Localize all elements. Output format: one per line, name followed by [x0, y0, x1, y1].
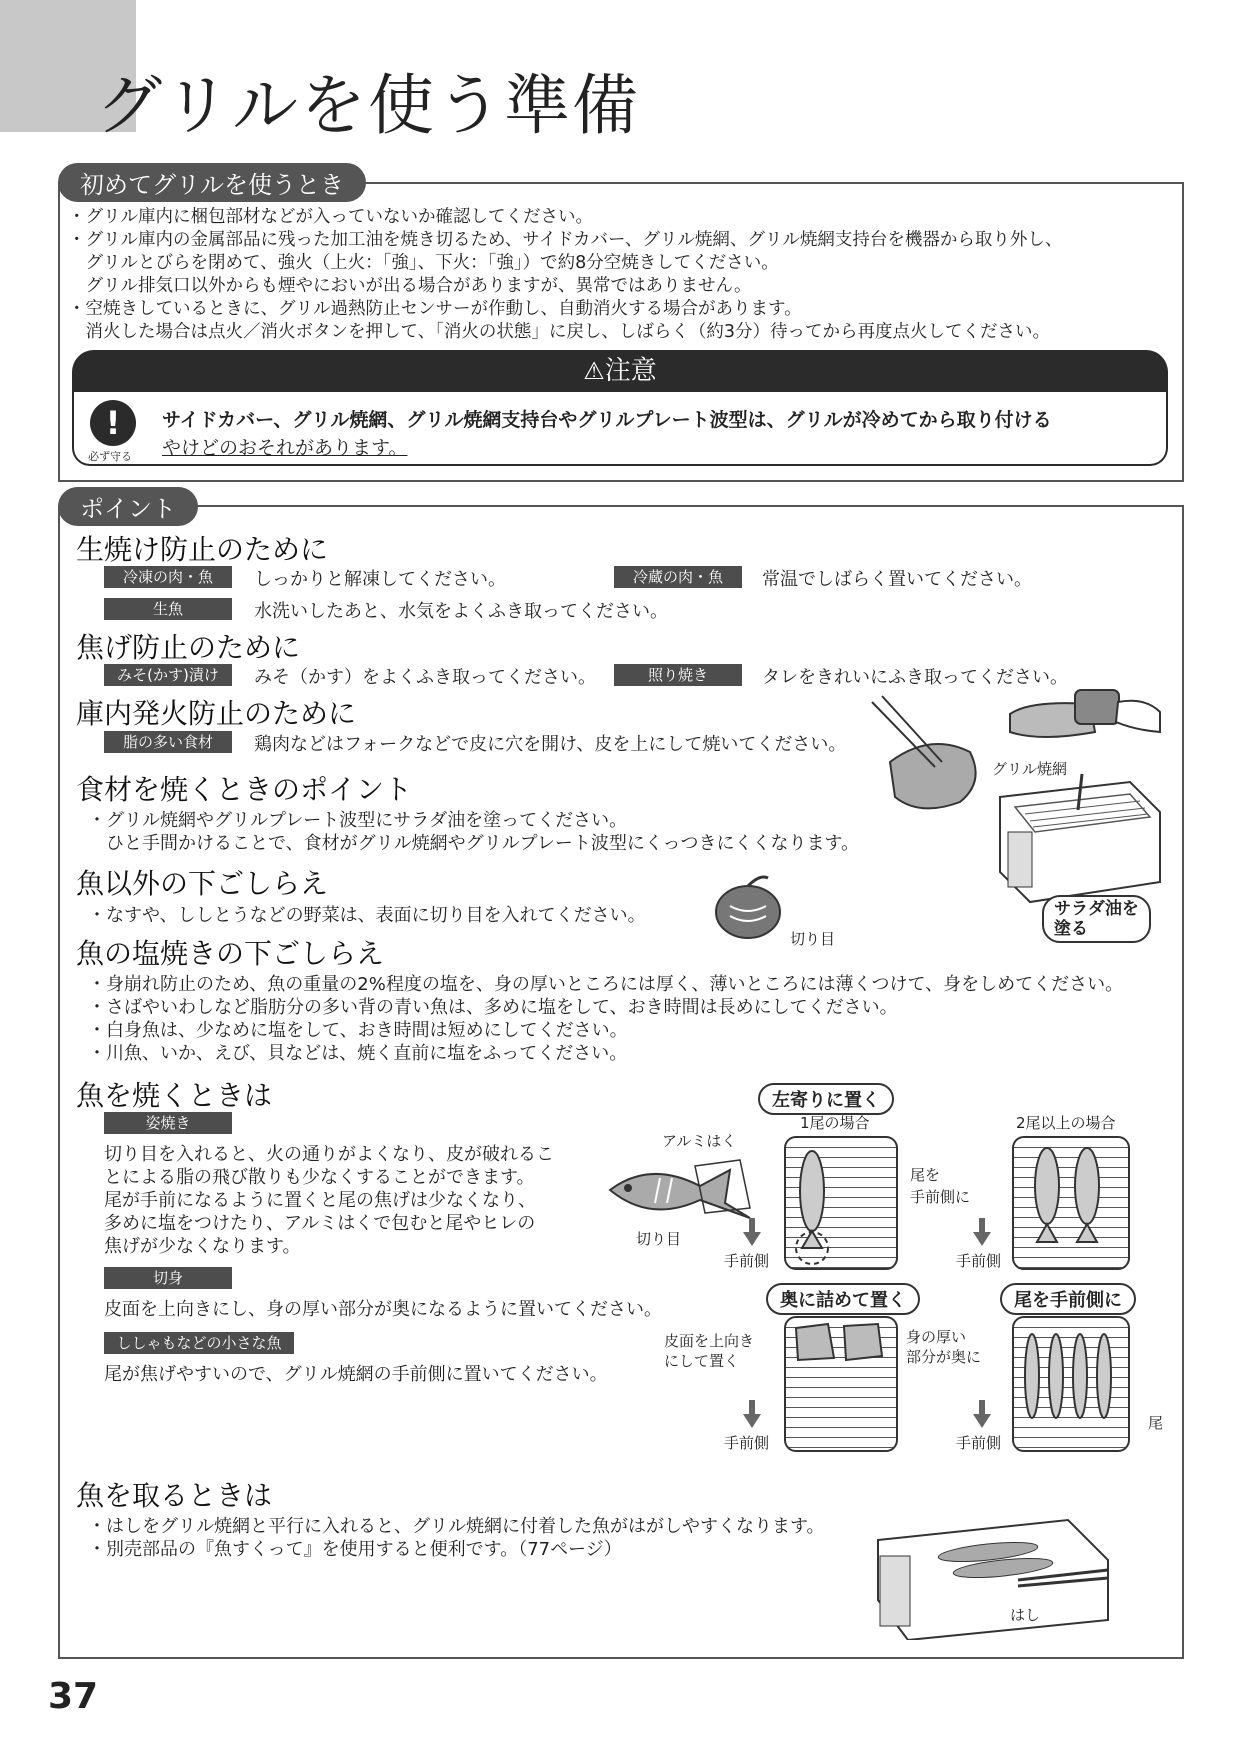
caution-header — [72, 350, 1168, 392]
label-cut-fish: 切り目 — [636, 1230, 682, 1248]
label-foil: アルミはく — [662, 1132, 737, 1150]
tag-raw-fish: 生魚 — [104, 598, 232, 620]
label-grill-net: グリル焼網 — [992, 760, 1068, 778]
label-cut-veg: 切り目 — [790, 930, 836, 948]
first-use-line-2: ・グリル庫内の金属部品に残った加工油を焼き切るため、サイドカバー、グリル焼網、グリル焼網支持台を機器から取り外し、 — [68, 230, 1063, 250]
tag-miso: みそ(かす)漬け — [104, 664, 232, 686]
arrow-front-icon — [749, 1400, 755, 1414]
label-thick-2: 部分が奥に — [906, 1348, 982, 1366]
whole-line-1: 切り目を入れると、火の通りがよくなり、皮が破れるこ — [104, 1144, 554, 1165]
tag-fillet: 切身 — [104, 1267, 232, 1289]
page-title: グリルを使う準備 — [96, 67, 640, 144]
salt-line-1: ・身崩れ防止のため、魚の重量の2%程度の塩を、身の厚いところには厚く、薄いところには薄くつけて、身をしめてください。 — [88, 974, 1124, 995]
whole-line-2: とによる脂の飛び散りも少なくすることができます。 — [104, 1167, 535, 1188]
small-fish-text: 尾が焦げやすいので、グリル焼網の手前側に置いてください。 — [104, 1364, 608, 1385]
cooking-line-1: ・グリル焼網やグリルプレート波型にサラダ油を塗ってください。 — [88, 810, 628, 831]
fire-heading: 庫内発火防止のために — [76, 697, 357, 730]
text-miso: みそ（かす）をよくふき取ってください。 — [254, 667, 596, 688]
whole-line-4: 多めに塩をつけたり、アルミはくで包むと尾やヒレの — [104, 1213, 536, 1234]
salt-line-4: ・川魚、いか、えび、貝などは、焼く直前に塩をふってください。 — [88, 1043, 628, 1064]
label-thick-1: 身の厚い — [906, 1328, 967, 1346]
cooking-heading: 食材を焼くときのポイント — [76, 773, 413, 806]
arrow-front-head-icon — [743, 1232, 761, 1246]
remove-line-1: ・はしをグリル焼網と平行に入れると、グリル焼網に付着した魚がはがしやすくなります。 — [88, 1516, 825, 1537]
caution-sub-text: やけどのおそれがあります。 — [162, 437, 408, 459]
tag-small-fish: ししゃもなどの小さな魚 — [104, 1332, 294, 1354]
pill-back: 奥に詰めて置く — [766, 1283, 920, 1315]
pill-tail: 尾を手前側に — [1000, 1283, 1136, 1315]
page-number: 37 — [48, 1676, 99, 1717]
first-use-line-1: ・グリル庫内に梱包部材などが入っていないか確認してください。 — [68, 207, 593, 227]
fillet-text: 皮面を上向きにし、身の厚い部分が奥になるように置いてください。 — [104, 1299, 662, 1320]
first-use-line-3: グリルとびらを閉めて、強火（上火：「強」、下火：「強」）で約8分空焼きしてください。 — [68, 253, 779, 273]
first-use-line-4: グリル排気口以外からも煙やにおいが出る場合がありますが、異常ではありません。 — [68, 276, 752, 296]
points-tab: ポイント — [58, 487, 198, 526]
text-teriyaki: タレをきれいにふき取ってください。 — [762, 667, 1068, 688]
fish-foil-illustration — [600, 1148, 760, 1238]
label-salad-oil — [1042, 895, 1151, 943]
whole-line-5: 焦げが少なくなります。 — [104, 1236, 301, 1257]
label-two-fish: 2尾以上の場合 — [1016, 1114, 1116, 1132]
label-front-2: 手前側 — [956, 1252, 1002, 1270]
first-use-tab: 初めてグリルを使うとき — [58, 163, 366, 202]
veg-heading: 魚以外の下ごしらえ — [76, 867, 329, 900]
eggplant-illustration — [708, 872, 798, 942]
fish-on-grill-2 — [1012, 1136, 1126, 1266]
label-front-1: 手前側 — [724, 1252, 770, 1270]
remove-heading: 魚を取るときは — [76, 1479, 273, 1512]
tag-frozen: 冷凍の肉・魚 — [104, 566, 232, 588]
label-front-4: 手前側 — [956, 1434, 1002, 1452]
first-use-line-5: ・空焼きしているときに、グリル過熱防止センサーが作動し、自動消火する場合があります。 — [68, 299, 802, 319]
text-raw-fish: 水洗いしたあと、水気をよくふき取ってください。 — [254, 601, 668, 622]
caution-title: 注意 — [604, 356, 657, 386]
grill-net-illustration — [1000, 774, 1160, 902]
remove-line-2: ・別売部品の『魚すくって』を使用すると便利です。（77ページ） — [88, 1539, 622, 1560]
label-skin-up-1: 皮面を上向き — [664, 1332, 755, 1350]
salt-line-2: ・さばやいわしなど脂肪分の多い背の青い魚は、多めに塩をして、おき時間は長めにしてください。 — [88, 997, 898, 1018]
veg-line: ・なすや、ししとうなどの野菜は、表面に切り目を入れてください。 — [88, 905, 646, 926]
caution-icon-label: 必ず守る — [88, 450, 132, 463]
warning-triangle-icon: ⚠ — [583, 357, 605, 385]
fish-on-grill-1 — [784, 1136, 894, 1266]
fish-removal-illustration — [868, 1500, 1148, 1640]
tag-whole: 姿焼き — [104, 1112, 232, 1134]
arrow-front-icon — [979, 1400, 985, 1414]
label-tail-front-1: 尾を — [910, 1166, 941, 1184]
label-tail: 尾 — [1148, 1414, 1164, 1432]
tag-fatty: 脂の多い食材 — [104, 731, 232, 753]
caution-main-text: サイドカバー、グリル焼網、グリル焼網支持台やグリルプレート波型は、グリルが冷めてから取り付ける — [162, 409, 1052, 431]
exclamation-icon: ! — [90, 400, 136, 446]
cooking-line-2: ひと手間かけることで、食材がグリル焼網やグリルプレート波型にくっつきにくくなります。 — [88, 833, 860, 854]
burn-heading: 焦げ防止のために — [76, 631, 301, 664]
small-fish-on-grill — [1012, 1316, 1126, 1448]
label-one-fish: 1尾の場合 — [800, 1114, 870, 1132]
text-fatty: 鶏肉などはフォークなどで皮に穴を開け、皮を上にして焼いてください。 — [254, 734, 847, 755]
tag-chilled: 冷蔵の肉・魚 — [614, 566, 742, 588]
sponge-illustration — [1010, 690, 1160, 737]
whole-line-3: 尾が手前になるように置くと尾の焦げは少なくなり、 — [104, 1190, 536, 1211]
arrow-front-icon — [749, 1218, 755, 1232]
label-chopsticks: はし — [1010, 1606, 1041, 1624]
arrow-front-head-icon — [743, 1414, 761, 1428]
fork-meat-illustration — [872, 696, 976, 808]
label-front-3: 手前側 — [724, 1434, 770, 1452]
pill-left: 左寄りに置く — [758, 1083, 894, 1115]
label-tail-front-2: 手前側に — [910, 1188, 971, 1206]
salt-heading: 魚の塩焼きの下ごしらえ — [76, 937, 385, 970]
arrow-front-icon — [979, 1218, 985, 1232]
label-salad-oil-line-1: サラダ油を — [1054, 899, 1139, 919]
grill-fish-heading: 魚を焼くときは — [76, 1079, 273, 1112]
arrow-front-head-icon — [973, 1232, 991, 1246]
tag-teriyaki: 照り焼き — [614, 664, 742, 686]
salt-line-3: ・白身魚は、少なめに塩をして、おき時間は短めにしてください。 — [88, 1020, 628, 1041]
label-salad-oil-line-2: 塗る — [1054, 919, 1088, 939]
raw-heading: 生焼け防止のために — [76, 533, 329, 566]
first-use-line-6: 消火した場合は点火／消火ボタンを押して、「消火の状態」に戻し、しばらく（約3分）待ってから再度点火してください。 — [68, 322, 1051, 342]
text-frozen: しっかりと解凍してください。 — [254, 569, 506, 590]
arrow-front-head-icon — [973, 1414, 991, 1428]
fillet-on-grill — [784, 1316, 894, 1376]
label-skin-up-2: にして置く — [664, 1352, 740, 1370]
text-chilled: 常温でしばらく置いてください。 — [762, 569, 1032, 590]
